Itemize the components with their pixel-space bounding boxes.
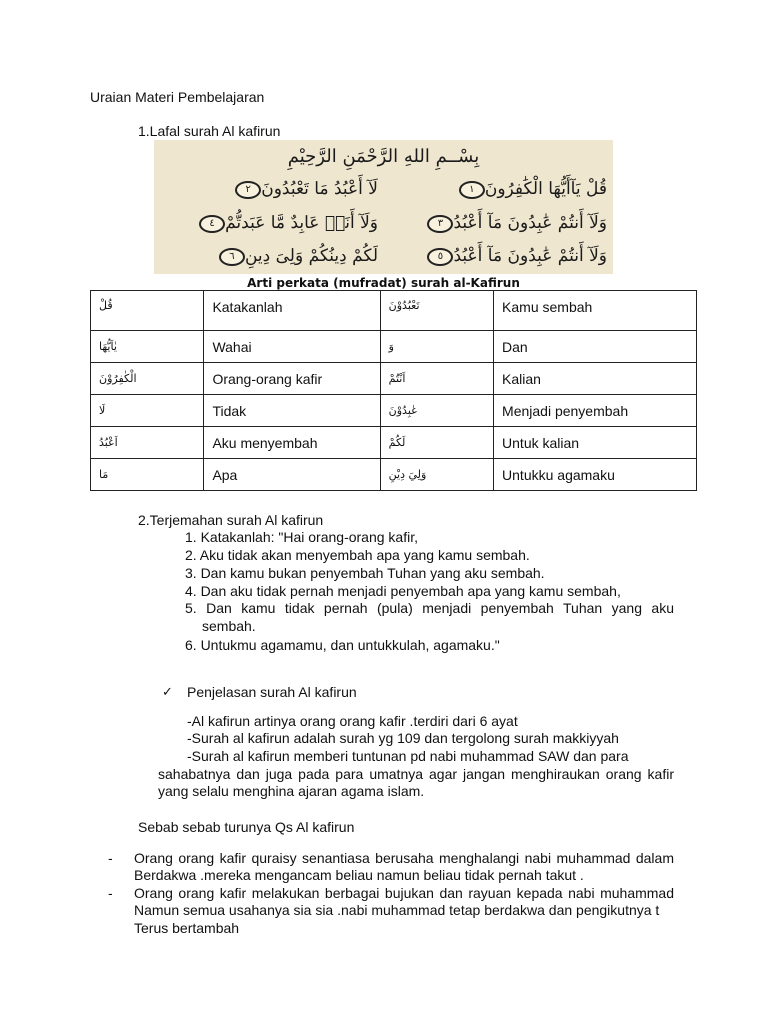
ayah-text: وَلَآ أَنتُمْ عَٰبِدُونَ مَآ أَعْبُدُ٥ bbox=[389, 241, 607, 271]
causes-title: Sebab sebab turunya Qs Al kafirun bbox=[138, 819, 355, 835]
arabic-word: اَنْتُمْ bbox=[380, 363, 493, 395]
translation-line: 4. Dan aku tidak pernah menjadi penyembah apa yang kamu sembah, bbox=[185, 583, 621, 599]
section-title-lafal: 1.Lafal surah Al kafirun bbox=[138, 123, 281, 139]
meaning: Orang-orang kafir bbox=[204, 363, 380, 395]
ayah-text: لَآ أَعْبُدُ مَا تَعْبُدُونَ٢ bbox=[160, 174, 378, 204]
quran-row bbox=[160, 174, 607, 204]
table-caption: Arti perkata (mufradat) surah al-Kafirun bbox=[247, 276, 520, 290]
meaning: Untuk kalian bbox=[494, 427, 697, 459]
arabic-word: وَلِيَ دِيْنِ bbox=[380, 459, 493, 491]
ayah-text: وَلَآ أَنتُمْ عَٰبِدُونَ مَآ أَعْبُدُ٣ bbox=[389, 208, 607, 238]
ayah-text: وَلَآ أَنَا۠ عَابِدٌ مَّا عَبَدتُّمْ٤ bbox=[160, 208, 378, 238]
quran-row bbox=[160, 208, 607, 238]
meaning: Untukku agamaku bbox=[494, 459, 697, 491]
cause-line: Namun semua usahanya sia sia .nabi muhammad tetap berdakwa dan pengikutnya t bbox=[134, 902, 660, 918]
document-heading: Uraian Materi Pembelajaran bbox=[90, 89, 265, 105]
arabic-word: لَكُمْ bbox=[380, 427, 493, 459]
translation-line: 2. Aku tidak akan menyembah apa yang kamu sembah. bbox=[185, 547, 530, 563]
meaning: Tidak bbox=[204, 395, 380, 427]
meaning: Kamu sembah bbox=[494, 291, 697, 331]
vocabulary-table bbox=[90, 290, 697, 491]
bismillah-text: بِسْــمِ اللهِ الرَّحْمَنِ الرَّحِيْمِ bbox=[287, 146, 480, 167]
table-row bbox=[91, 291, 697, 331]
meaning: Menjadi penyembah bbox=[494, 395, 697, 427]
arabic-word: لَا bbox=[91, 395, 204, 427]
explanation-line: yang selalu menghina ajaran agama islam. bbox=[158, 783, 425, 799]
cause-line: Orang orang kafir melakukan berbagai bujukan dan rayuan kepada nabi muhammad bbox=[134, 885, 674, 901]
translation-line: 5. Dan kamu tidak pernah (pula) menjadi penyembah Tuhan yang aku bbox=[185, 600, 674, 616]
arabic-word: الْكٰفِرُوْنَ bbox=[91, 363, 204, 395]
ayah-number-icon: ٤ bbox=[199, 215, 225, 233]
cause-line: Terus bertambah bbox=[134, 920, 240, 936]
table-row bbox=[91, 363, 697, 395]
cause-line: Berdakwa .mereka mengancam beliau namun beliau tidak pernah takut . bbox=[134, 867, 584, 883]
ayah-number-icon: ٦ bbox=[219, 248, 245, 266]
ayah-number-icon: ٣ bbox=[427, 215, 453, 233]
translation-line: 1. Katakanlah: "Hai orang-orang kafir, bbox=[185, 529, 418, 545]
arabic-word: مَا bbox=[91, 459, 204, 491]
explanation-line: sahabatnya dan juga pada para umatnya agar jangan menghiraukan orang kafir bbox=[158, 766, 674, 782]
arabic-word: اَعْبُدُ bbox=[91, 427, 204, 459]
section-title-terjemahan: 2.Terjemahan surah Al kafirun bbox=[138, 512, 324, 528]
explanation-title: Penjelasan surah Al kafirun bbox=[187, 684, 357, 700]
check-icon: ✓ bbox=[162, 684, 173, 699]
meaning: Wahai bbox=[204, 331, 380, 363]
meaning: Aku menyembah bbox=[204, 427, 380, 459]
arabic-word: وَ bbox=[380, 331, 493, 363]
translation-line: 3. Dan kamu bukan penyembah Tuhan yang aku sembah. bbox=[185, 565, 545, 581]
meaning: Katakanlah bbox=[204, 291, 380, 331]
ayah-number-icon: ٢ bbox=[235, 181, 261, 199]
meaning: Kalian bbox=[494, 363, 697, 395]
table-row bbox=[91, 459, 697, 491]
arabic-word: يٰاَيُّهَا bbox=[91, 331, 204, 363]
bullet: - bbox=[108, 885, 113, 901]
quran-image bbox=[154, 140, 613, 274]
meaning: Apa bbox=[204, 459, 380, 491]
ayah-number-icon: ١ bbox=[459, 181, 485, 199]
quran-row bbox=[160, 241, 607, 271]
explanation-line: -Surah al kafirun memberi tuntunan pd nabi muhammad SAW dan para bbox=[187, 748, 629, 764]
ayah-text: لَكُمْ دِينُكُمْ وَلِىَ دِينِ٦ bbox=[160, 241, 378, 271]
arabic-word: تَعْبُدُوْنَ bbox=[380, 291, 493, 331]
table-row bbox=[91, 331, 697, 363]
explanation-line: -Al kafirun artinya orang orang kafir .terdiri dari 6 ayat bbox=[187, 713, 518, 729]
translation-line: sembah. bbox=[202, 618, 256, 634]
arabic-word: قُلْ bbox=[91, 291, 204, 331]
explanation-line: -Surah al kafirun adalah surah yg 109 dan tergolong surah makkiyyah bbox=[187, 730, 619, 746]
arabic-word: عٰبِدُوْنَ bbox=[380, 395, 493, 427]
table-row bbox=[91, 427, 697, 459]
ayah-text: قُلْ يَآأَيُّهَا الْكَٰفِرُونَ١ bbox=[389, 174, 607, 204]
table-row bbox=[91, 395, 697, 427]
translation-line: 6. Untukmu agamamu, dan untukkulah, agamaku." bbox=[185, 637, 500, 653]
meaning: Dan bbox=[494, 331, 697, 363]
ayah-number-icon: ٥ bbox=[427, 248, 453, 266]
bullet: - bbox=[108, 850, 113, 866]
cause-line: Orang orang kafir quraisy senantiasa berusaha menghalangi nabi muhammad dalam bbox=[134, 850, 674, 866]
